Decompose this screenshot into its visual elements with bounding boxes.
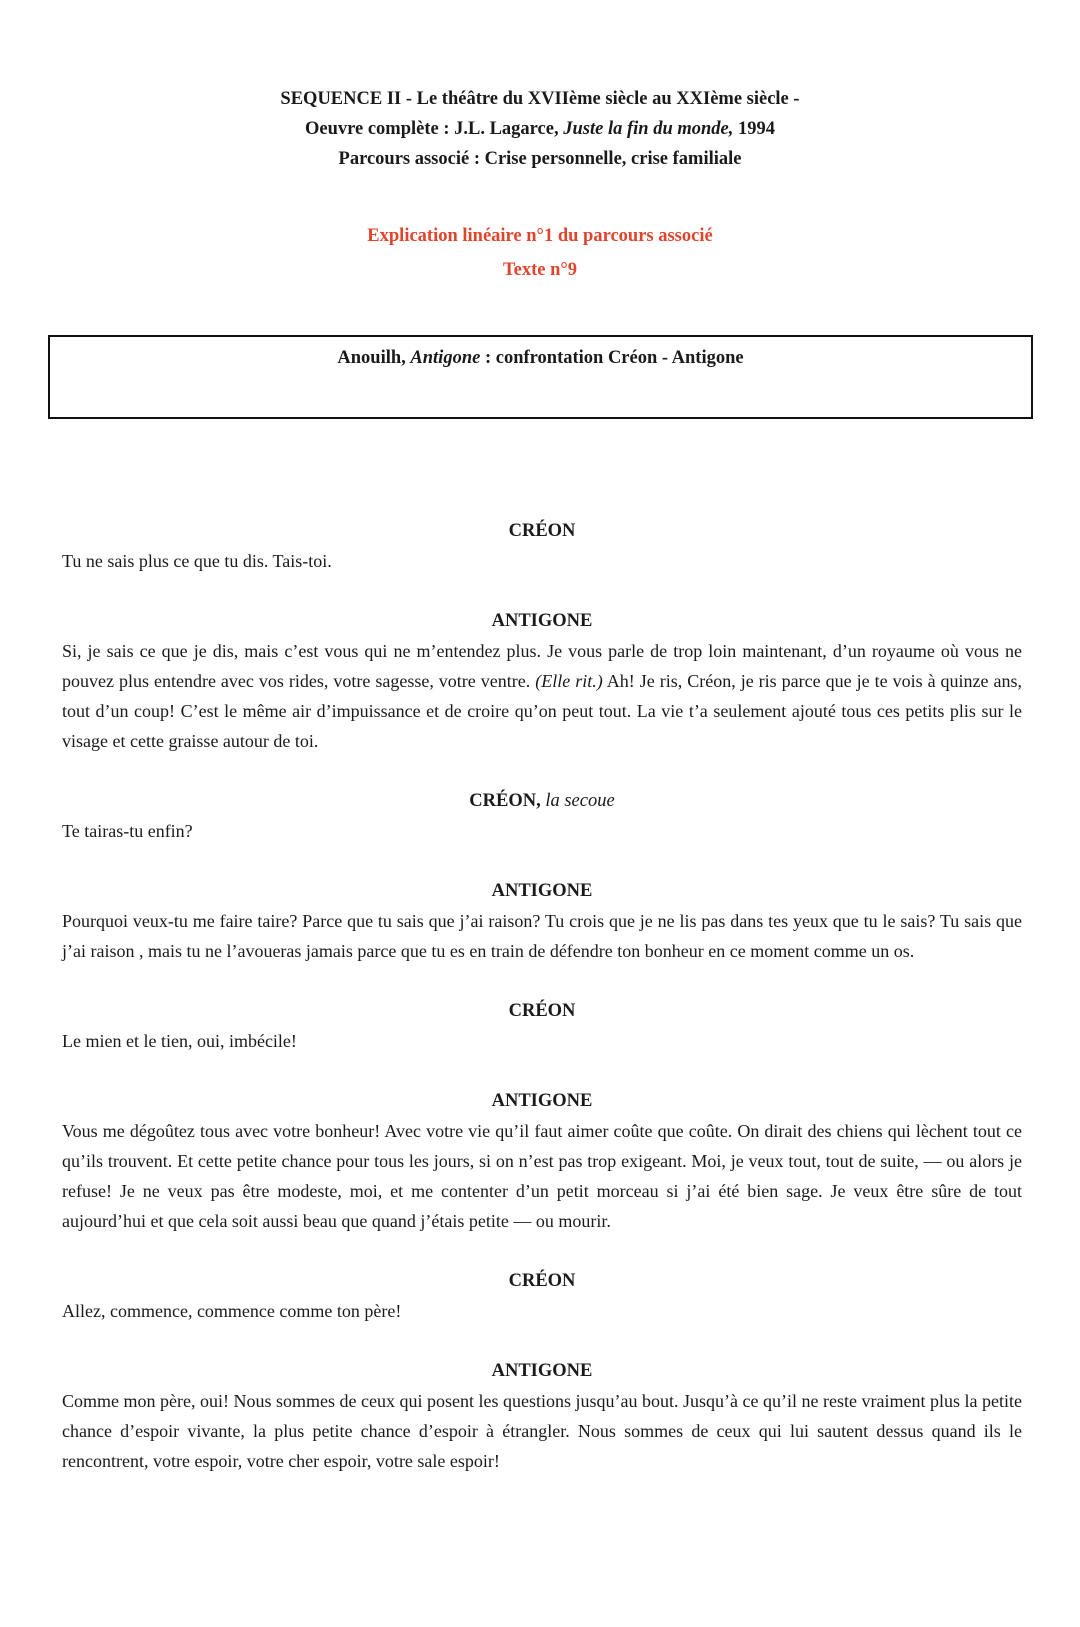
speaker-name: CRÉON xyxy=(508,521,576,541)
speech-creon-2 xyxy=(62,786,1022,846)
speech-text: Pourquoi veux-tu me faire taire? Parce que tu sais que j’ai raison? Tu crois que je ne lis pas dans tes yeux que tu le sais? Tu sais que j’ai raison , mais tu ne l’avoueras jamais parce que tu es en train de défendre ton bonheur en ce moment comme un os. xyxy=(62,911,1022,961)
speaker-name: ANTIGONE xyxy=(491,1091,593,1111)
speech-text-part: Si, je sais ce que je dis, mais c’est vous qui ne m’entendez plus. Je vous parle de trop loin maintenant, d’un royaume où vous ne pouvez plus entendre avec vos rides, votre sagesse, votre ventre. xyxy=(62,641,1022,691)
speech-text: Comme mon père, oui! Nous sommes de ceux qui posent les questions jusqu’au bout. Jusqu’à ce qu’il ne reste vraiment plus la petite chance d’espoir vivante, la plus petite chance d’espoir à étrangler. Nous sommes de ceux qui lui sautent dessus quand ils le rencontrent, votre espoir, votre cher espoir, votre sale espoir! xyxy=(62,1391,1022,1471)
speaker-name: CRÉON xyxy=(508,1001,576,1021)
speaker-name: CRÉON xyxy=(469,791,537,811)
speech-creon-1 xyxy=(62,516,1022,576)
speech-creon-4 xyxy=(62,1266,1022,1326)
stage-direction: (Elle rit.) xyxy=(535,671,603,691)
extract-title-box xyxy=(48,335,1033,419)
speaker-name: ANTIGONE xyxy=(491,881,593,901)
speaker-name: ANTIGONE xyxy=(491,1361,593,1381)
explication-title: Explication linéaire n°1 du parcours associé xyxy=(367,226,713,246)
speech-text: Vous me dégoûtez tous avec votre bonheur! Avec votre vie qu’il faut aimer coûte que coûte. On dirait des chiens qui lèchent tout ce qu’ils trouvent. Et cette petite chance pour tous les jours, si on n’est pas trop exigeant. Moi, je veux tout, tout de suite, — ou alors je refuse! Je ne veux pas être modeste, moi, et me contenter d’un petit morceau si j’ai été bien sage. Je veux être sûre de tout aujourd’hui et que cela soit aussi beau que quand j’étais petite — ou mourir. xyxy=(62,1121,1022,1231)
document-header xyxy=(0,84,1080,174)
work-year: 1994 xyxy=(733,119,775,139)
speech-text xyxy=(62,636,1022,756)
speech-antigone-4 xyxy=(62,1356,1022,1476)
work-line-prefix: Oeuvre complète : J.L. Lagarce, xyxy=(304,119,564,139)
speech-text: Le mien et le tien, oui, imbécile! xyxy=(62,1031,297,1051)
speech-text: Allez, commence, commence comme ton père! xyxy=(62,1301,402,1321)
speaker-name: ANTIGONE xyxy=(491,611,593,631)
speaker-direction: la secoue xyxy=(545,791,615,811)
extract-work: Antigone xyxy=(410,348,481,368)
speech-creon-3 xyxy=(62,996,1022,1056)
speech-text-part: Ah! Je ris, Créon, je ris parce que je te vois à quinze ans, tout d’un coup! C’est le même air d’impuissance et de croire qu’on peut tout. La vie t’a seulement ajouté tous ces petits plis sur le visage et cette graisse autour de toi. xyxy=(62,671,1023,751)
speech-text: Tu ne sais plus ce que tu dis. Tais-toi. xyxy=(62,551,332,571)
speech-text: Te tairas-tu enfin? xyxy=(62,821,193,841)
speaker-heading: CRÉON, la secoue xyxy=(469,791,615,811)
explication-header xyxy=(0,219,1080,287)
sequence-title: SEQUENCE II - Le théâtre du XVIIème siècle au XXIème siècle - xyxy=(280,89,800,109)
work-title: Juste la fin du monde, xyxy=(563,119,734,139)
speaker-name: CRÉON xyxy=(508,1271,576,1291)
extract-subject: : confrontation Créon - Antigone xyxy=(480,348,744,368)
extract-author: Anouilh, xyxy=(337,348,411,368)
speech-antigone-1 xyxy=(62,606,1022,756)
speech-antigone-3 xyxy=(62,1086,1022,1236)
dialogue xyxy=(62,516,1022,1476)
parcours-line: Parcours associé : Crise personnelle, crise familiale xyxy=(338,149,742,169)
speech-antigone-2 xyxy=(62,876,1022,966)
work-line xyxy=(0,114,1080,144)
text-number: Texte n°9 xyxy=(502,260,578,280)
